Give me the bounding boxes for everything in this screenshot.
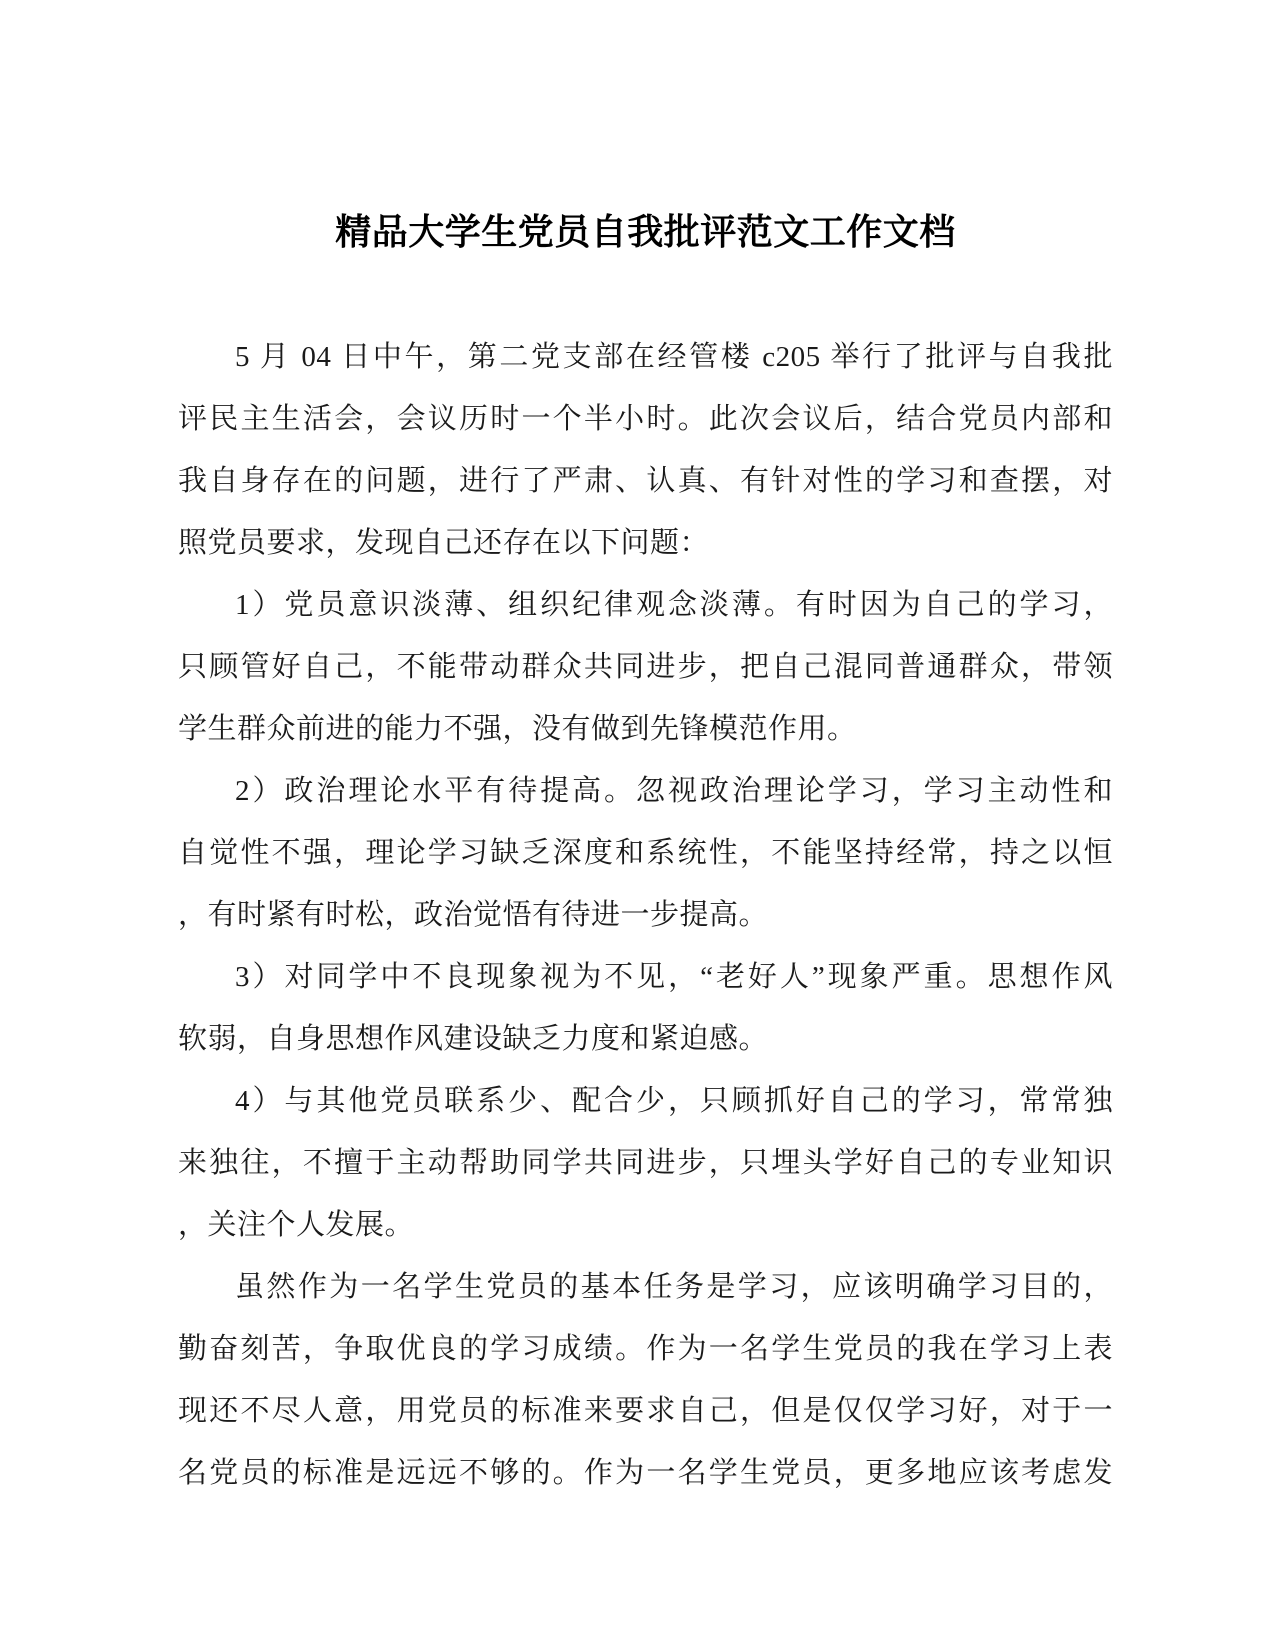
paragraph xyxy=(178,946,1113,1070)
document-title: 精品大学生党员自我批评范文工作文档 xyxy=(335,211,956,252)
text-line: ，关注个人发展。 xyxy=(178,1209,415,1241)
text-line: 学生群众前进的能力不强，没有做到先锋模范作用。 xyxy=(178,713,857,745)
document-content xyxy=(178,0,1113,1504)
text-line: 1）党员意识淡薄、组织纪律观念淡薄。有时因为自己的学习， xyxy=(235,589,1113,621)
text-line: 只顾管好自己，不能带动群众共同进步，把自己混同普通群众，带领 xyxy=(178,651,1113,683)
paragraph xyxy=(178,574,1113,760)
paragraph xyxy=(178,1256,1113,1504)
text-line: 3）对同学中不良现象视为不见，“老好人”现象严重。思想作风 xyxy=(235,961,1113,993)
text-line: 虽然作为一名学生党员的基本任务是学习，应该明确学习目的， xyxy=(235,1271,1113,1303)
text-line: 名党员的标准是远远不够的。作为一名学生党员，更多地应该考虑发 xyxy=(178,1457,1113,1489)
text-line: 自觉性不强，理论学习缺乏深度和系统性，不能坚持经常，持之以恒 xyxy=(178,837,1113,869)
text-line: 2）政治理论水平有待提高。忽视政治理论学习，学习主动性和 xyxy=(235,775,1113,807)
text-line: 来独往，不擅于主动帮助同学共同进步，只埋头学好自己的专业知识 xyxy=(178,1147,1113,1179)
paragraph xyxy=(178,1070,1113,1256)
text-line: 照党员要求，发现自己还存在以下问题： xyxy=(178,527,710,559)
text-line: 5 月 04 日中午，第二党支部在经管楼 c205 举行了批评与自我批 xyxy=(235,341,1113,373)
text-line: 我自身存在的问题，进行了严肃、认真、有针对性的学习和查摆，对 xyxy=(178,465,1113,497)
text-line: ，有时紧有时松，政治觉悟有待进一步提高。 xyxy=(178,899,769,931)
text-line: 软弱，自身思想作风建设缺乏力度和紧迫感。 xyxy=(178,1023,769,1055)
text-line: 评民主生活会，会议历时一个半小时。此次会议后，结合党员内部和 xyxy=(178,403,1113,435)
document-body xyxy=(178,326,1113,1504)
text-line: 4）与其他党员联系少、配合少，只顾抓好自己的学习，常常独 xyxy=(235,1085,1113,1117)
text-line: 勤奋刻苦，争取优良的学习成绩。作为一名学生党员的我在学习上表 xyxy=(178,1333,1113,1365)
paragraph xyxy=(178,326,1113,574)
paragraph xyxy=(178,760,1113,946)
text-line: 现还不尽人意，用党员的标准来要求自己，但是仅仅学习好，对于一 xyxy=(178,1395,1113,1427)
